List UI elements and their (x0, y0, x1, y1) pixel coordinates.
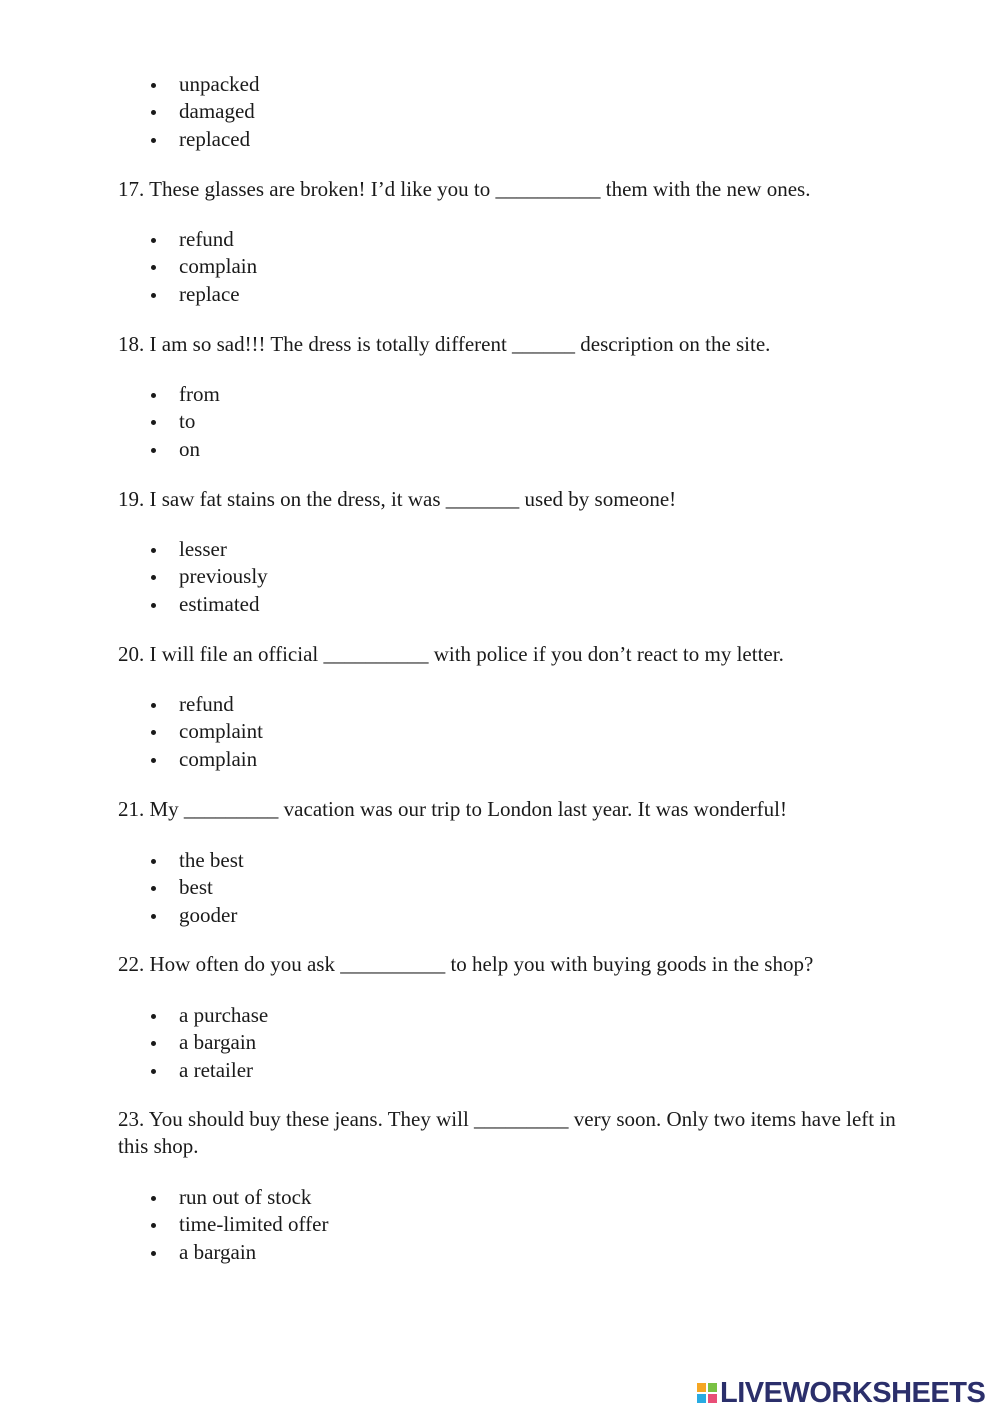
options-list-23 (0, 1184, 328, 1266)
option-item[interactable]: complain (0, 253, 257, 280)
question-23: 23. You should buy these jeans. They will _________ very soon. Only two items have left in this shop. (118, 1107, 896, 1158)
option-item[interactable]: best (0, 874, 244, 901)
logo-square-3 (697, 1394, 706, 1403)
options-list-22 (0, 1002, 268, 1084)
options-list-20 (0, 691, 263, 773)
option-item[interactable]: complain (0, 746, 263, 773)
option-item[interactable]: to (0, 408, 220, 435)
options-list-18 (0, 381, 220, 463)
option-item[interactable]: a retailer (0, 1057, 268, 1084)
options-list-17 (0, 226, 257, 308)
option-item[interactable]: on (0, 436, 220, 463)
option-item[interactable]: a bargain (0, 1239, 328, 1266)
option-item[interactable]: complaint (0, 718, 263, 745)
logo-square-2 (708, 1383, 717, 1392)
options-list-19 (0, 536, 268, 618)
option-item[interactable]: replaced (0, 126, 259, 153)
question-18: 18. I am so sad!!! The dress is totally different ______ description on the site. (118, 332, 771, 356)
liveworksheets-logo-icon (697, 1383, 717, 1403)
options-list-21 (0, 847, 244, 929)
question-17: 17. These glasses are broken! I’d like you to __________ them with the new ones. (118, 177, 811, 201)
option-item[interactable]: previously (0, 563, 268, 590)
option-item[interactable]: damaged (0, 98, 259, 125)
question-22: 22. How often do you ask __________ to help you with buying goods in the shop? (118, 952, 814, 976)
option-item[interactable]: the best (0, 847, 244, 874)
option-item[interactable]: replace (0, 281, 257, 308)
question-20: 20. I will file an official __________ with police if you don’t react to my letter. (118, 642, 784, 666)
liveworksheets-brand (697, 1376, 985, 1410)
question-21: 21. My _________ vacation was our trip to London last year. It was wonderful! (118, 797, 787, 821)
option-item[interactable]: estimated (0, 591, 268, 618)
option-item[interactable]: run out of stock (0, 1184, 328, 1211)
option-item[interactable]: refund (0, 226, 257, 253)
question-19: 19. I saw fat stains on the dress, it was _______ used by someone! (118, 487, 677, 511)
option-item[interactable]: refund (0, 691, 263, 718)
options-list-16 (0, 71, 259, 153)
option-item[interactable]: time-limited offer (0, 1211, 328, 1238)
option-item[interactable]: from (0, 381, 220, 408)
brand-name: LIVEWORKSHEETS (720, 1377, 986, 1409)
option-item[interactable]: unpacked (0, 71, 259, 98)
logo-square-4 (708, 1394, 717, 1403)
option-item[interactable]: gooder (0, 902, 244, 929)
option-item[interactable]: lesser (0, 536, 268, 563)
option-item[interactable]: a purchase (0, 1002, 268, 1029)
logo-square-1 (697, 1383, 706, 1392)
option-item[interactable]: a bargain (0, 1029, 268, 1056)
